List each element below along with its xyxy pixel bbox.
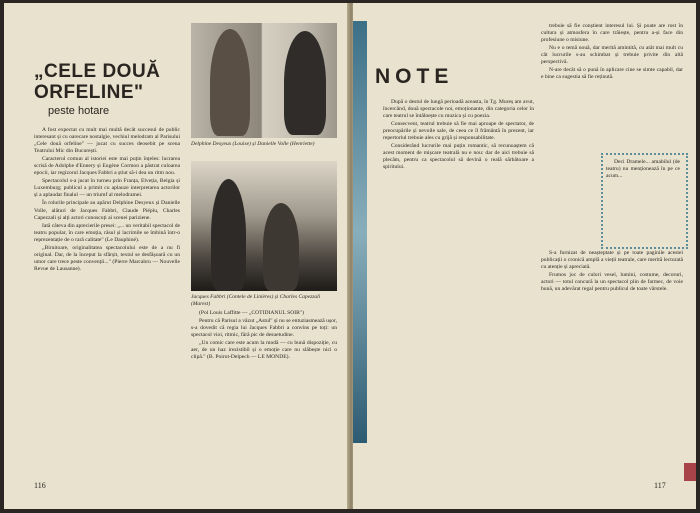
paragraph: S-a furnizat de neașteptate și pe toate paginile acestei publicații o cronică amplă a vieții teatrale, care merită lecturată cu atenție și apreciată. xyxy=(541,250,683,271)
paragraph: În rolurile principale au apărut Delphine Desyeux și Danielle Volle, alături de Jacques Fabbri, Claude Piéplu, Charles Capezzali și alți actori cunoscuți ai scenei pariziene. xyxy=(34,200,180,221)
paragraph: Iată câteva din aprecierile presei: „... un veritabil spectacol de teatru popular, în care emoția, râsul și lacrimile se îmbină într-o reprezentație de o rară calitate" (Le Dauphiné). xyxy=(34,222,180,243)
actresses-photo xyxy=(191,23,337,138)
notes-right-column-top xyxy=(541,23,683,147)
box-text: Deci Dramele... amabilul (de teatru) nu menționează în pe ce acum... xyxy=(606,159,680,180)
left-column-text xyxy=(34,127,180,462)
paragraph: A fost expectat cu mult mai multă decât succesul de public interesant și cu oarecare nostalgie, vechiul melodram al Parisului „Cele două orfeline" — jucat cu succes deosebit pe scena Teatrului Mic din București. xyxy=(34,127,180,155)
paragraph: trebuie să fie conștient interesul lui. Și poate are rost în cultura și atmosfera în care trăiește, pentru a-și face din profesiune o misiune. xyxy=(541,23,683,44)
paragraph: N-are decât să o pună în aplicare cine se simte capabil, dar e bine ca sugestia să fie reținută. xyxy=(541,67,683,81)
notes-right-column-bottom xyxy=(541,250,683,464)
paragraph: (Pol Louis Laffitte — „COTIDIANUL SOIR") xyxy=(199,310,304,316)
photo2-caption: Jacques Fabbri (Contele de Linières) și Charles Capezzali (Marest) xyxy=(191,294,321,307)
paragraph: Caracterul comun al istoriei este mai puțin înțeles: lucrarea scrisă de Adolphe d'Ennery și Eugène Cormon a păstrat culoarea epocii, iar regizorul Jacques Fabbri a știut să-i dea un ritm nou. xyxy=(34,156,180,177)
actors-photo xyxy=(191,161,337,291)
paragraph: Pentru că Parisul a văzut „Astul" și nu se entuziasmează ușor, s-a dovedit că regia lui Jacques Fabbri a convins pe toți: un spectacol vioi, ritmic, fără pic de desuetudine. xyxy=(191,318,337,339)
paragraph: Spectacolul s-a jucat în turneu prin Franța, Elveția, Belgia și Luxemburg; publicul a primit cu aplauze interpretarea actorilor și a aplaudat finalul — un triumf al melodramei. xyxy=(34,178,180,199)
boxed-note xyxy=(606,159,680,239)
photo1-caption: Delphine Desyeux (Louise) și Danielle Volle (Henriette) xyxy=(191,141,315,147)
page-number: 117 xyxy=(654,481,666,490)
actor-left-figure xyxy=(211,179,246,291)
right-column-text xyxy=(191,310,337,462)
magazine-spread xyxy=(4,3,696,509)
right-page xyxy=(353,3,696,509)
actress-left-figure xyxy=(210,29,250,136)
paragraph: Considerând lucrurile mai puțin romantic, să recunoaștem că acest moment de mișcare teatrală nu e nou: dar de aici trebuie să plecăm, pentru ca spectacolul să devină o reală sărbătoare a spiritului. xyxy=(383,143,534,171)
page-number: 116 xyxy=(34,481,46,490)
paragraph: Frumos joc de culori vesel, lumini, costume, decoruri, actori — totul concură la un spectacol plin de farmec, de voie bună, un adevărat regal pentru publicul de toate vârstele. xyxy=(541,272,683,293)
actor-right-figure xyxy=(263,203,299,291)
paragraph: După o destul de lungă perioadă aceasta, în Tg. Mureș am avut, încercând, două spectacole noi, emoționante, din categoria celor în care teatrul se întâlnește cu muzica și cu poezia. xyxy=(383,99,534,120)
page-marker-tab xyxy=(684,463,696,481)
left-page xyxy=(4,3,349,509)
paragraph: „Biruitoare, originalitatea spectacolului este de a nu fi original. Dar, de la început la sfârșit, textul se desfășoară cu un umor care trece peste convenții..." (Pierre Marcabru — Nouvelle Revue de Lausanne). xyxy=(34,244,180,272)
actress-right-figure xyxy=(284,31,326,135)
notes-left-column xyxy=(383,99,534,469)
notes-title: NOTE xyxy=(375,65,454,88)
article-title: „CELE DOUĂ ORFELINE" xyxy=(34,61,161,103)
paragraph: Consecvent, teatrul trebuie să fie mai aproape de spectator, de preocupările și nevoile sale, de ceea ce îl frământă în prezent, iar repertoriul trebuie ales cu grijă și responsabilitate. xyxy=(383,121,534,142)
article-subtitle: peste hotare xyxy=(48,105,110,117)
paragraph: Nu e o temă nouă, dar merită amintită, cu atât mai mult cu cât lucrurile s-au schimbat și trebuie privite din altă perspectivă. xyxy=(541,45,683,66)
decorative-sidebar xyxy=(353,21,367,443)
paragraph: „Un comic care este acum la modă — cu bună dispoziție, cu aer, de un haz irezistibil și o emoție care nu slăbește nici o clipă." (B. Poirot-Delpech — LE MONDE). xyxy=(191,340,337,361)
